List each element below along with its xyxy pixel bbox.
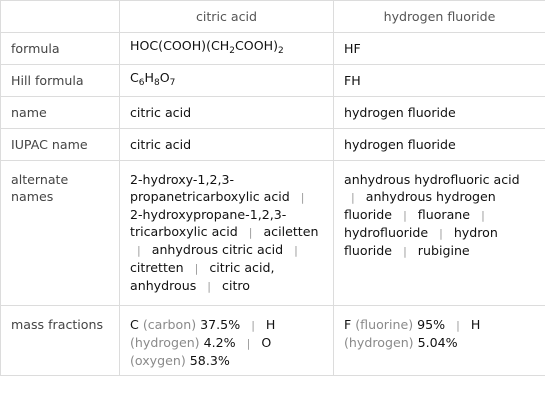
alternate-names-citric (120, 161, 334, 306)
name-row (1, 97, 545, 129)
name-hf: hydrogen fluoride (334, 97, 545, 129)
separator: | (456, 319, 460, 332)
alternate-names-row (1, 161, 545, 306)
hill-subscript: 7 (169, 78, 176, 88)
header-citric-acid: citric acid (120, 1, 334, 33)
element-percent: 37.5% (200, 317, 241, 332)
header-row (1, 1, 545, 33)
separator: | (403, 209, 407, 222)
alternate-names-hf (334, 161, 545, 306)
iupac-name-hf: hydrogen fluoride (334, 129, 545, 161)
separator: | (300, 191, 305, 204)
name-citric: citric acid (120, 97, 334, 129)
hill-part: C (130, 70, 139, 85)
formula-subscript: 2 (229, 46, 236, 56)
separator: | (207, 280, 212, 293)
alternate-names-label: alternate names (1, 161, 120, 306)
alternate-name: anhydrous hydrofluoric acid (344, 172, 520, 187)
separator: | (194, 262, 199, 275)
element-percent: 4.2% (203, 335, 236, 350)
hill-subscript: 6 (138, 78, 145, 88)
hill-part: O (159, 70, 170, 85)
separator: | (137, 244, 141, 257)
separator: | (251, 319, 255, 332)
alternate-name: 2-hydroxypropane-1,2,3-tricarboxylic acid (130, 207, 287, 239)
element-percent: 5.04% (417, 335, 458, 350)
formula-row (1, 33, 545, 65)
alternate-name: citric acid, anhydrous (130, 260, 275, 293)
mass-fractions-row (1, 306, 545, 376)
hill-formula-row (1, 65, 545, 97)
element-percent: 95% (417, 317, 446, 332)
element-symbol: F (344, 317, 352, 332)
mass-fractions-citric (120, 306, 334, 376)
element-symbol: H (265, 317, 276, 332)
formula-hf: HF (334, 33, 545, 65)
mass-fractions-label: mass fractions (1, 306, 120, 376)
element-name: (fluorine) (355, 317, 414, 332)
separator: | (351, 191, 355, 204)
alternate-name: anhydrous hydrogen fluoride (344, 189, 496, 222)
separator: | (481, 209, 485, 222)
formula-part: HOC(COOH)(CH (130, 38, 230, 53)
alternate-name: fluorane (417, 207, 471, 222)
hill-formula-citric (120, 65, 334, 97)
separator: | (248, 226, 253, 239)
iupac-name-row (1, 129, 545, 161)
element-name: (hydrogen) (344, 335, 414, 350)
alternate-name: 2-hydroxy-1,2,3-propanetricarboxylic acid (130, 172, 290, 204)
iupac-name-citric: citric acid (120, 129, 334, 161)
mass-fractions-hf (334, 306, 545, 376)
name-label: name (1, 97, 120, 129)
hill-formula-hf: FH (334, 65, 545, 97)
iupac-name-label: IUPAC name (1, 129, 120, 161)
formula-label: formula (1, 33, 120, 65)
formula-citric (120, 33, 334, 65)
separator: | (294, 244, 298, 257)
hill-subscript: 8 (154, 78, 160, 88)
formula-part: COOH) (235, 38, 279, 53)
alternate-name: anhydrous citric acid (151, 242, 284, 257)
alternate-name: citretten (130, 260, 184, 275)
separator: | (403, 245, 407, 258)
element-percent: 58.3% (189, 353, 230, 368)
hill-formula-label: Hill formula (1, 65, 120, 97)
header-hydrogen-fluoride: hydrogen fluoride (334, 1, 545, 33)
element-name: (carbon) (142, 317, 197, 332)
hill-part: H (144, 70, 155, 85)
separator: | (246, 337, 251, 350)
separator: | (439, 227, 443, 240)
formula-subscript: 2 (278, 46, 284, 56)
alternate-name: rubigine (417, 243, 470, 258)
alternate-name: hydrofluoride (344, 225, 429, 240)
alternate-name: hydron fluoride (344, 225, 498, 258)
header-corner (1, 1, 120, 33)
alternate-name: aciletten (263, 224, 319, 239)
element-name: (oxygen) (130, 353, 186, 368)
element-symbol: H (470, 317, 481, 332)
element-symbol: C (130, 317, 139, 332)
element-symbol: O (261, 335, 272, 350)
element-name: (hydrogen) (130, 335, 200, 350)
alternate-name: citro (222, 278, 250, 293)
